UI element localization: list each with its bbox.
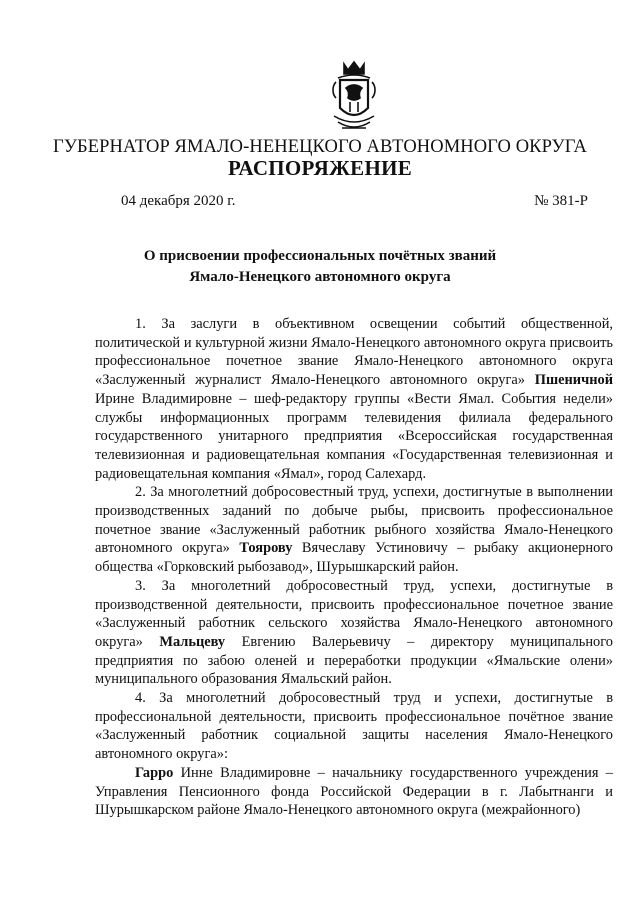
- awardee-name: Тоярову: [239, 540, 293, 557]
- subject-line-2: Ямало-Ненецкого автономного округа: [189, 269, 451, 285]
- document-type-title: РАСПОРЯЖЕНИЕ: [227, 156, 413, 180]
- paragraph-4: 4. За многолетний добросовестный труд и успехи, достигнутые в профессиональной деятельности, присвоить профессиональное почётное звание «Заслуженный работник социальной защиты населения Ямало-Ненецкого автономного округа»:: [95, 690, 613, 763]
- paragraph-3: [95, 577, 613, 689]
- document-subject: [0, 246, 640, 288]
- issuing-authority: ГУБЕРНАТОР ЯМАЛО-НЕНЕЦКОГО АВТОНОМНОГО ОКРУГА: [53, 137, 587, 157]
- paragraph-1: [95, 315, 613, 483]
- paragraph-1-text: 1. За заслуги в объективном освещении событий общественной, политической и культурной жизни Ямало-Ненецкого автономного округа присвоить профессиональное почетное звание Ямало-Ненецкого автономного округа «Заслуженный журналист Ямало-Ненецкого автономного округа»: [95, 316, 613, 389]
- coat-of-arms-emblem-icon: [326, 58, 382, 138]
- paragraph-2-text: 2. За многолетний добросовестный труд, успехи, достигнутые в выполнении производственных заданий по добыче рыбы, присвоить профессиональное почетное звание «Заслуженный работник рыбного хозяйства Ямало-Ненецкого автономного округа»: [95, 484, 613, 557]
- awardee-name: Гарро: [135, 764, 174, 781]
- awardee-name: Мальцеву: [159, 633, 226, 650]
- paragraph-3-text: 3. За многолетний добросовестный труд, успехи, достигнутые в производственной деятельности, присвоить профессиональное почетное звание «Заслуженный работник сельского хозяйства Ямало-Ненецкого автономного округа»: [95, 577, 613, 650]
- document-number: № 381-Р: [534, 193, 588, 209]
- paragraph-5: [95, 764, 613, 820]
- paragraph-2: [95, 483, 613, 577]
- document-date: 04 декабря 2020 г.: [121, 193, 236, 209]
- awardee-name: Пшеничной: [534, 372, 613, 389]
- paragraph-1-rest: Ирине Владимировне – шеф-редактору группы «Вести Ямал. События недели» службы информационных программ телевидения филиала федерального государственного унитарного предприятия «Всероссийская государственная телевизионная и радиовещательная компания «Государственная телевизионная и радиовещательная компания «Ямал», город Салехард.: [95, 390, 613, 482]
- document-body: [95, 315, 613, 820]
- subject-line-1: О присвоении профессиональных почётных званий: [143, 248, 497, 264]
- paragraph-2-rest: Вячеславу Устиновичу – рыбаку акционерного общества «Горковский рыбозавод», Шурышкарский район.: [95, 540, 614, 576]
- paragraph-5-rest: Инне Владимировне – начальнику государственного учреждения – Управления Пенсионного фонда Российской Федерации в г. Лабытнанги и Шурышкарском районе Ямало-Ненецкого автономного округа (межрайонного): [95, 764, 613, 819]
- paragraph-3-rest: Евгению Валерьевичу – директору муниципального предприятия по забою оленей и переработки продукции «Ямальские олени» муниципального образования Ямальский район.: [95, 633, 613, 688]
